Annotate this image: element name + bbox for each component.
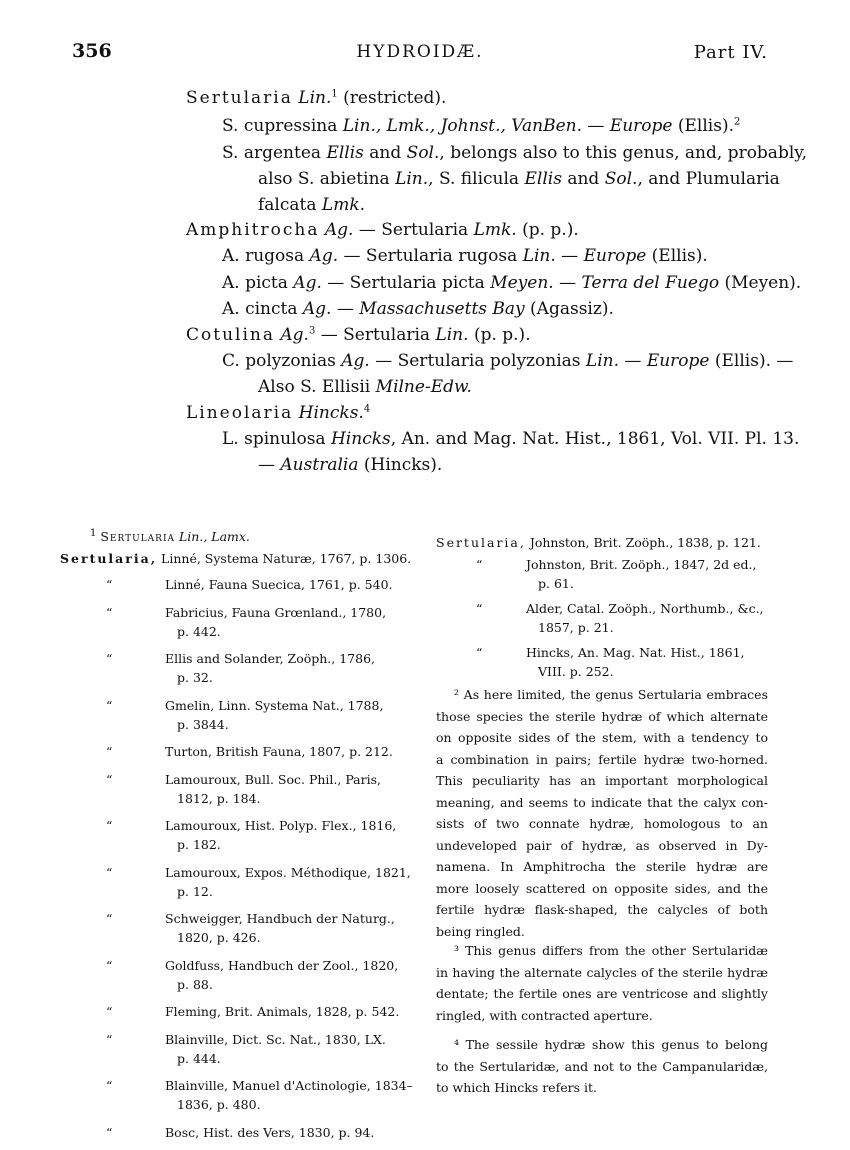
reference-line: p. 88. [177, 976, 213, 992]
ditto-mark: “ [106, 957, 113, 973]
reference-line: p. 444. [177, 1050, 221, 1066]
ditto-mark: “ [476, 645, 483, 660]
ditto-mark: “ [106, 1124, 113, 1140]
species-entry: A. cincta Ag. — Massachusetts Bay (Agassiz). [222, 299, 614, 319]
footnote-line: a combination in pairs; fertile hydræ two-horned. [436, 751, 768, 767]
reference-line: VIII. p. 252. [538, 664, 614, 679]
ditto-mark: “ [106, 697, 113, 713]
footnote-line: fertile hydræ flask-shaped, the calycles of both [436, 902, 768, 917]
footnote-line: sists of two connate hydræ, homologous to an [436, 816, 768, 831]
reference-line: Alder, Catal. Zoöph., Northumb., &c., [526, 601, 764, 616]
footnote-line: to the Sertularidæ, and not to the Campanularidæ, [436, 1058, 768, 1074]
ditto-mark: “ [106, 604, 113, 620]
footnote-4 [436, 1034, 768, 1099]
ditto-mark: “ [106, 771, 113, 787]
reference-line: Ellis and Solander, Zoöph., 1786, [165, 651, 376, 666]
footnote-1 [60, 527, 413, 1140]
ditto-mark: “ [476, 601, 483, 616]
footnote-line: being ringled. [436, 923, 525, 939]
synonym-entry: Sertularia, Linné, Systema Naturæ, 1767, p. 1306. [60, 551, 412, 566]
species-entry-cont: Also S. Ellisii Milne-Edw. [258, 377, 472, 397]
ditto-mark: “ [106, 651, 113, 666]
reference-line: 1812, p. 184. [177, 790, 261, 806]
species-entry-cont: also S. abietina Lin., S. filicula Ellis and Sol., and Plumularia [258, 169, 780, 189]
reference-line: Goldfuss, Handbuch der Zool., 1820, [165, 957, 399, 973]
ditto-mark: “ [106, 911, 113, 926]
species-entry: S. argentea Ellis and Sol., belongs also to this genus, and, probably, [222, 143, 808, 163]
footnote-line: ⁴ The sessile hydræ show this genus to belong [454, 1037, 768, 1052]
species-entry: A. picta Ag. — Sertularia picta Meyen. — Terra del Fuego (Meyen). [222, 273, 802, 293]
running-header [72, 40, 768, 66]
reference-line: p. 3844. [177, 716, 229, 732]
reference-line: Linné, Fauna Suecica, 1761, p. 540. [165, 577, 393, 592]
genus-name: Sertularia [186, 88, 293, 108]
reference-line: Schweigger, Handbuch der Naturg., [165, 911, 395, 926]
reference-line: p. 182. [177, 837, 221, 852]
footnote-right-column [436, 534, 768, 1114]
ditto-mark: “ [106, 1078, 113, 1093]
genus-entry-lineolaria: Lineolaria Hincks.$^4$ [186, 403, 371, 423]
footnote-line: to which Hincks refers it. [436, 1080, 597, 1095]
authority: Lin. [298, 88, 332, 108]
reference-line: Blainville, Dict. Sc. Nat., 1830, LX. [165, 1031, 386, 1047]
footnote-line: those species the sterile hydræ of which alternate [436, 708, 768, 724]
footnote-line: on opposite sides of the stem, with a tendency to [436, 730, 768, 745]
footnote-3 [436, 940, 768, 1026]
footnote-line: in having the alternate calycles of the sterile hydræ [436, 964, 768, 980]
reference-line: Turton, British Fauna, 1807, p. 212. [165, 744, 393, 759]
genus-entry-cotulina: Cotulina Ag.$^3$ — Sertularia Lin. (p. p.). [186, 325, 531, 345]
genus-entry-amphitrocha: Amphitrocha Ag. — Sertularia Lmk. (p. p.). [186, 220, 579, 240]
running-title: HYDROIDÆ. [356, 42, 484, 62]
reference-line: 1820, p. 426. [177, 930, 261, 945]
species-entry-cont: — Australia (Hincks). [258, 455, 443, 475]
species-entry: S. cupressina Lin., Lmk., Johnst., VanBen. — Europe (Ellis).$^2$ [222, 116, 741, 136]
reference-line: 1836, p. 480. [177, 1097, 261, 1112]
ditto-mark: “ [106, 1031, 113, 1047]
reference-line: Gmelin, Linn. Systema Nat., 1788, [165, 697, 384, 713]
ditto-mark: “ [476, 557, 483, 572]
reference-line: Lamouroux, Expos. Méthodique, 1821, [165, 864, 411, 880]
reference-line: Fleming, Brit. Animals, 1828, p. 542. [165, 1004, 400, 1019]
footnote-line: undeveloped pair of hydræ, as observed in Dy- [436, 837, 768, 853]
genus-name: Cotulina [186, 325, 275, 345]
reference-line: Bosc, Hist. des Vers, 1830, p. 94. [165, 1124, 375, 1140]
footnote-line: meaning, and seems to indicate that the calyx con- [436, 794, 768, 810]
synonym-entry: Sertularia, Johnston, Brit. Zoöph., 1838, p. 121. [436, 535, 761, 550]
footnote-line: ² As here limited, the genus Sertularia embraces [454, 687, 768, 702]
reference-line: Johnston, Brit. Zoöph., 1847, 2d ed., [526, 557, 757, 572]
reference-line: p. 32. [177, 670, 213, 685]
footnote-line: more loosely scattered on opposite sides, and the [436, 880, 768, 896]
footnote-line: dentate; the fertile ones are ventricose and slightly [436, 986, 768, 1001]
genus-name: Lineolaria [186, 403, 294, 423]
reference-line: p. 442. [177, 623, 221, 639]
genus-entry-sertularia: Sertularia Lin.$^1$ (restricted). [186, 88, 447, 108]
reference-line: Hincks, An. Mag. Nat. Hist., 1861, [526, 645, 745, 660]
footnote-line: ³ This genus differs from the other Sertularidæ [454, 943, 768, 958]
part-label: Part IV. [693, 42, 768, 63]
reference-line: p. 61. [538, 576, 574, 591]
ditto-mark: “ [106, 744, 113, 759]
reference-line: Lamouroux, Bull. Soc. Phil., Paris, [165, 771, 381, 787]
species-entry: C. polyzonias Ag. — Sertularia polyzonias Lin. — Europe (Ellis). — [222, 351, 794, 371]
footnote-ref[interactable]: 3 [308, 325, 316, 337]
genus-name: Amphitrocha [186, 220, 320, 240]
footnote-heading: $^1$ Sertularia Lin., Lamx. [90, 527, 250, 544]
footnote-line: ringled, with contracted aperture. [436, 1007, 653, 1023]
footnote-line: namena. In Amphitrocha the sterile hydræ are [436, 859, 768, 874]
species-entry-cont: falcata Lmk. [258, 195, 366, 215]
footnote-ref[interactable]: 4 [363, 403, 371, 415]
reference-line: p. 12. [177, 883, 213, 899]
species-entry: L. spinulosa Hincks, An. and Mag. Nat. Hist., 1861, Vol. VII. Pl. 13. [222, 429, 800, 449]
species-entry: A. rugosa Ag. — Sertularia rugosa Lin. — Europe (Ellis). [222, 246, 708, 266]
footnote-2 [436, 684, 768, 942]
ditto-mark: “ [106, 1004, 113, 1019]
footnote-ref[interactable]: 2 [734, 116, 741, 128]
reference-line: Blainville, Manuel d'Actinologie, 1834– [165, 1078, 413, 1093]
footnote-ref[interactable]: 1 [331, 88, 338, 100]
page-number: 356 [72, 40, 112, 62]
reference-line: 1857, p. 21. [538, 620, 614, 635]
reference-line: Lamouroux, Hist. Polyp. Flex., 1816, [165, 818, 397, 833]
ditto-mark: “ [106, 818, 113, 833]
ditto-mark: “ [106, 864, 113, 880]
reference-line: Fabricius, Fauna Grœnland., 1780, [165, 604, 387, 620]
footnote-line: This peculiarity has an important morphological [436, 773, 768, 788]
ditto-mark: “ [106, 577, 113, 592]
